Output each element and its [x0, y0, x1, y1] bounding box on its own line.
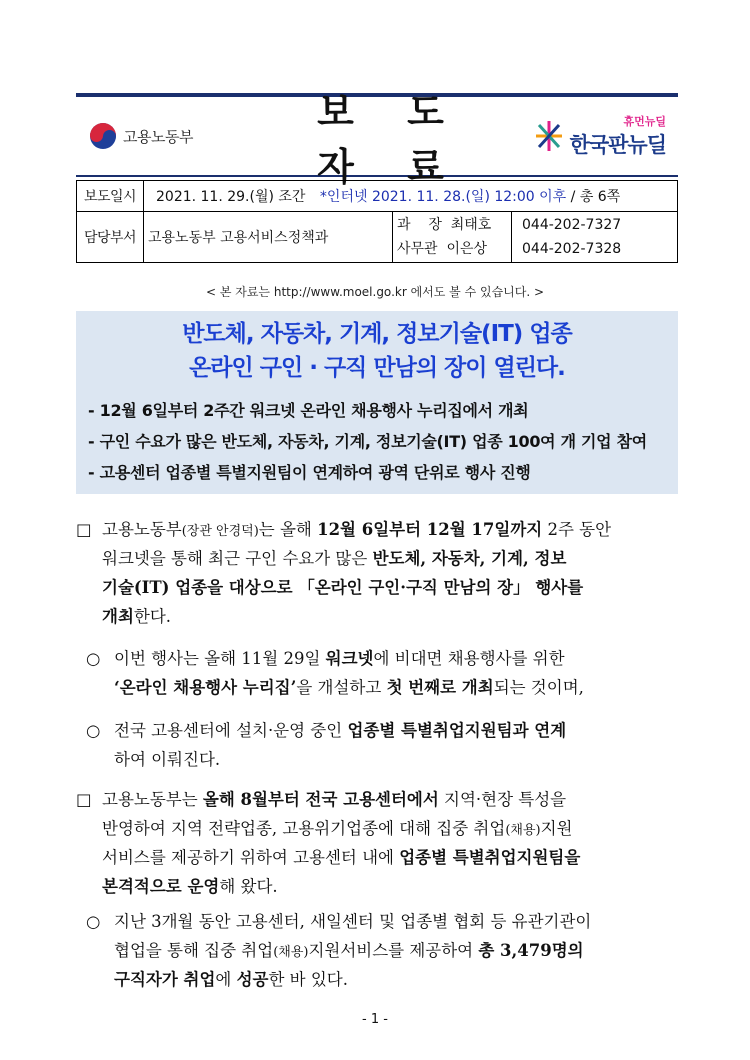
text-run: 한 바 있다.	[268, 970, 348, 989]
release-date-label: 보도일시	[77, 181, 144, 212]
text-run-bold: 12월 6일부터 12월 17일까지	[317, 520, 543, 539]
release-date: 2021. 11. 29.(월) 조간	[156, 189, 306, 205]
headline-line-2: 온라인 구인 · 구직 만남의 장이 열린다.	[189, 355, 565, 381]
phone-director: 044-202-7327	[522, 217, 622, 233]
text-run: (장관 안경덕)	[181, 524, 259, 539]
text-run: 지원서비스를 제공하여	[308, 941, 479, 960]
text-run-bold: 첫 번째로 개최	[386, 678, 494, 697]
paragraph-2	[76, 644, 692, 702]
text-run: 에	[215, 970, 237, 989]
headline-line-1: 반도체, 자동차, 기계, 정보기술(IT) 업종	[182, 321, 572, 347]
summary-bullets	[76, 395, 678, 488]
text-run-bold: 성공	[236, 970, 269, 989]
text-run: 해 왔다.	[219, 877, 278, 896]
square-bullet-icon: □	[76, 520, 92, 539]
paragraph-3	[76, 716, 692, 774]
text-run: 서비스를 제공하기 위하여 고용센터 내에	[102, 848, 400, 867]
circle-bullet-icon: ○	[86, 721, 101, 740]
text-run: (채용)	[505, 823, 541, 838]
text-run: 전국 고용센터에 설치·운영 중인	[114, 721, 348, 740]
ministry-logo	[76, 123, 265, 149]
summary-bullet: - 구인 수요가 많은 반도체, 자동차, 기계, 정보기술(IT) 업종 100여 개 기업 참여	[88, 432, 647, 451]
new-deal-subtitle: 휴먼뉴딜	[623, 115, 666, 128]
summary-bullet: - 고용센터 업종별 특별지원팀이 연계하여 광역 단위로 행사 진행	[88, 463, 531, 482]
paragraph-1	[76, 515, 682, 631]
text-run-bold: 본격적으로 운영	[102, 877, 220, 896]
text-run-bold: 올해 8월부터 전국 고용센터에서	[202, 790, 439, 809]
square-bullet-icon: □	[76, 790, 92, 809]
text-run: 한다.	[133, 607, 172, 626]
page-number: - 1 -	[362, 1012, 388, 1027]
contact-director: 과 장 최태호	[397, 217, 492, 233]
new-deal-spark-icon	[534, 119, 564, 153]
text-run-bold: 업종별 특별취업지원팀과 연계	[347, 721, 567, 740]
text-run: 고용노동부	[102, 520, 182, 539]
text-run: 워크넷을 통해 최근 구인 수요가 많은	[102, 549, 373, 568]
contact-officer: 사무관 이은상	[397, 241, 488, 257]
text-run: 되는 것이며,	[493, 678, 584, 697]
ministry-name: 고용노동부	[123, 127, 193, 146]
department-label: 담당부서	[77, 212, 144, 263]
press-release-header	[76, 89, 678, 189]
text-run: 에 비대면 채용행사를 위한	[373, 649, 565, 668]
text-run: 지원	[540, 819, 573, 838]
paragraph-5	[76, 907, 692, 994]
website-note: < 본 자료는 http://www.moel.go.kr 에서도 볼 수 있습니다. >	[205, 285, 545, 299]
text-run: 는 올해	[258, 520, 318, 539]
text-run-bold: 워크넷	[325, 649, 374, 668]
taeguk-emblem-icon	[90, 123, 116, 149]
text-run: 반영하여 지역 전략업종, 고용위기업종에 대해 집중 취업	[102, 819, 506, 838]
contact-phones	[512, 212, 678, 263]
document-title: 보 도 자 료	[317, 89, 464, 189]
text-run: 고용노동부는	[102, 790, 203, 809]
text-run-bold: 총 3,479명의	[478, 941, 584, 960]
page-count: / 총 6쪽	[570, 189, 621, 205]
text-run-bold: ‘온라인 채용행사 누리집’	[114, 678, 297, 697]
department-name: 고용노동부 고용서비스정책과	[144, 212, 393, 263]
korean-new-deal-logo	[506, 113, 678, 159]
text-run-bold: 반도체, 자동차, 기계, 정보	[372, 549, 567, 568]
paragraph-4	[76, 785, 682, 901]
new-deal-title: 한국판뉴딜	[569, 133, 666, 157]
summary-bullet: - 12월 6일부터 2주간 워크넷 온라인 채용행사 누리집에서 개최	[88, 401, 529, 420]
internet-release-date: *인터넷 2021. 11. 28.(일) 12:00 이후	[319, 189, 567, 205]
contact-names	[393, 212, 512, 263]
text-run: 협업을 통해 집중 취업	[114, 941, 274, 960]
text-run: 지난 3개월 동안 고용센터, 새일센터 및 업종별 협회 등 유관기관이	[114, 912, 592, 931]
text-run-bold: 기술(IT) 업종을 대상으로 「온라인 구인·구직 만남의 장」 행사를	[102, 578, 584, 597]
text-run: 2주 동안	[542, 520, 612, 539]
text-run: 지역·현장 특성을	[438, 790, 567, 809]
text-run: 이번 행사는 올해 11월 29일	[114, 649, 326, 668]
text-run: 을 개설하고	[296, 678, 387, 697]
circle-bullet-icon: ○	[86, 912, 101, 931]
text-run: (채용)	[273, 945, 309, 960]
text-run: 하여 이뤄진다.	[114, 750, 221, 769]
text-run-bold: 구직자가 취업	[114, 970, 216, 989]
text-run-bold: 업종별 특별취업지원팀을	[399, 848, 581, 867]
circle-bullet-icon: ○	[86, 649, 101, 668]
phone-officer: 044-202-7328	[522, 241, 622, 257]
summary-box	[76, 311, 678, 494]
release-date-cell	[144, 181, 678, 212]
release-info-table	[76, 180, 678, 263]
text-run-bold: 개최	[102, 607, 134, 626]
